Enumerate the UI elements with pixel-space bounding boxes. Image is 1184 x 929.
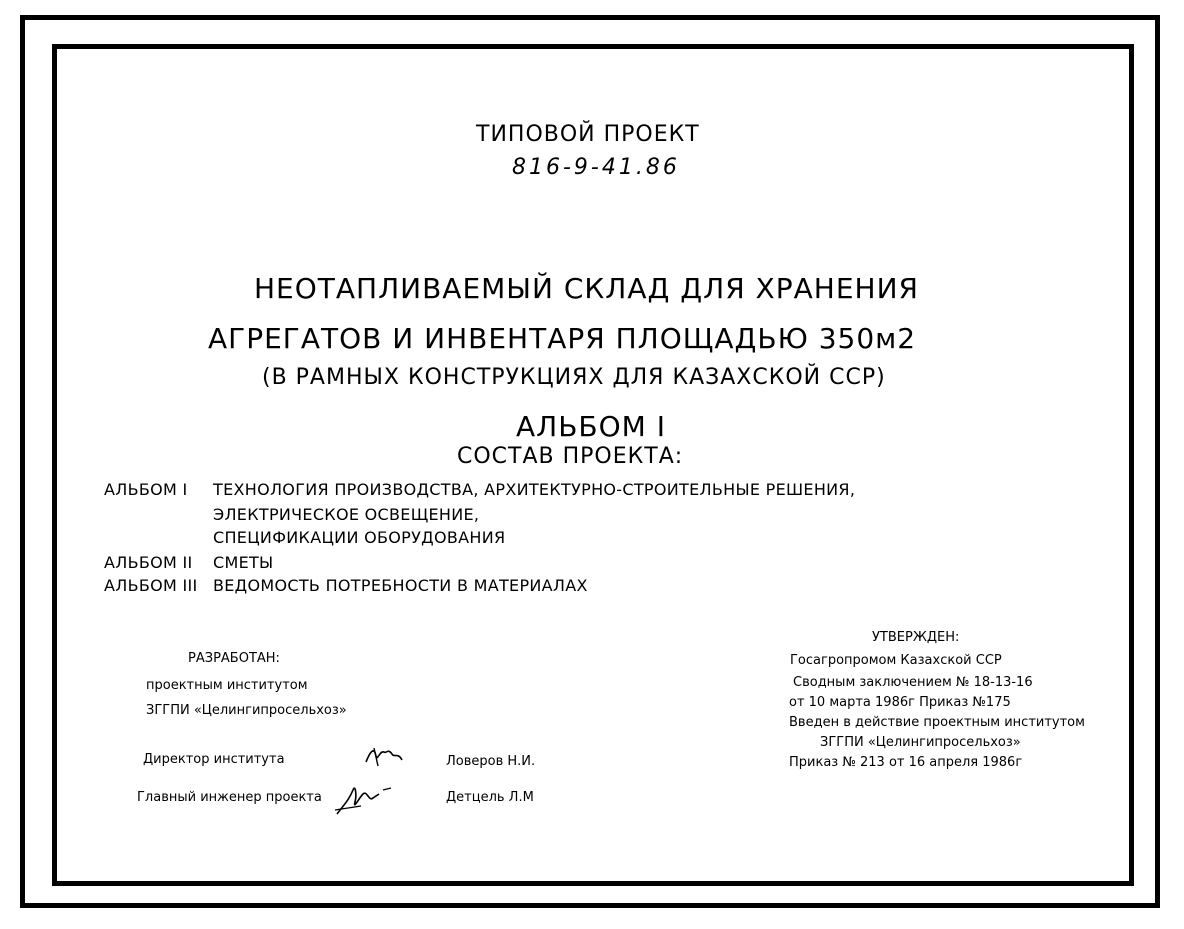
approved-line-1: Госагропромом Казахской ССР: [790, 653, 1002, 668]
approved-line-5: ЗГГПИ «Целингипросельхоз»: [820, 735, 1021, 750]
title-line-3: (В РАМНЫХ КОНСТРУКЦИЯХ ДЛЯ КАЗАХСКОЙ ССР): [262, 365, 886, 390]
contents-text-1: ТЕХНОЛОГИЯ ПРОИЗВОДСТВА, АРХИТЕКТУРНО-СТРОИТЕЛЬНЫЕ РЕШЕНИЯ,: [213, 480, 856, 499]
contents-text-3: СПЕЦИФИКАЦИИ ОБОРУДОВАНИЯ: [213, 528, 506, 547]
director-role: Директор института: [143, 752, 285, 767]
developed-line-1: проектным институтом: [146, 678, 308, 693]
approved-heading: УТВЕРЖДЕН:: [872, 630, 960, 645]
engineer-signature: [333, 780, 395, 818]
engineer-name: Детцель Л.М: [446, 790, 534, 805]
engineer-role: Главный инженер проекта: [137, 790, 322, 805]
project-type: ТИПОВОЙ ПРОЕКТ: [476, 122, 700, 147]
contents-label-5: АЛЬБОМ III: [104, 576, 198, 595]
developed-heading: РАЗРАБОТАН:: [188, 651, 280, 666]
title-line-2: АГРЕГАТОВ И ИНВЕНТАРЯ ПЛОЩАДЬЮ 350м2: [208, 322, 917, 355]
director-signature: [362, 740, 406, 770]
approved-line-2: Сводным заключением № 18-13-16: [793, 675, 1033, 690]
approved-line-4: Введен в действие проектным институтом: [789, 715, 1085, 730]
developed-line-2: ЗГГПИ «Целингипросельхоз»: [146, 703, 347, 718]
contents-text-2: ЭЛЕКТРИЧЕСКОЕ ОСВЕЩЕНИЕ,: [213, 505, 480, 524]
composition-heading: СОСТАВ ПРОЕКТА:: [457, 444, 684, 469]
approved-line-6: Приказ № 213 от 16 апреля 1986г: [789, 755, 1023, 770]
contents-label-1: АЛЬБОМ I: [104, 480, 188, 499]
contents-text-5: ВЕДОМОСТЬ ПОТРЕБНОСТИ В МАТЕРИАЛАХ: [213, 576, 588, 595]
director-name: Ловеров Н.И.: [446, 754, 536, 769]
project-number: 816-9-41.86: [512, 155, 680, 180]
approved-line-3: от 10 марта 1986г Приказ №175: [789, 695, 1011, 710]
album-title: АЛЬБОМ I: [516, 410, 666, 443]
contents-label-4: АЛЬБОМ II: [104, 553, 193, 572]
contents-text-4: СМЕТЫ: [213, 553, 274, 572]
title-line-1: НЕОТАПЛИВАЕМЫЙ СКЛАД ДЛЯ ХРАНЕНИЯ: [254, 272, 919, 305]
